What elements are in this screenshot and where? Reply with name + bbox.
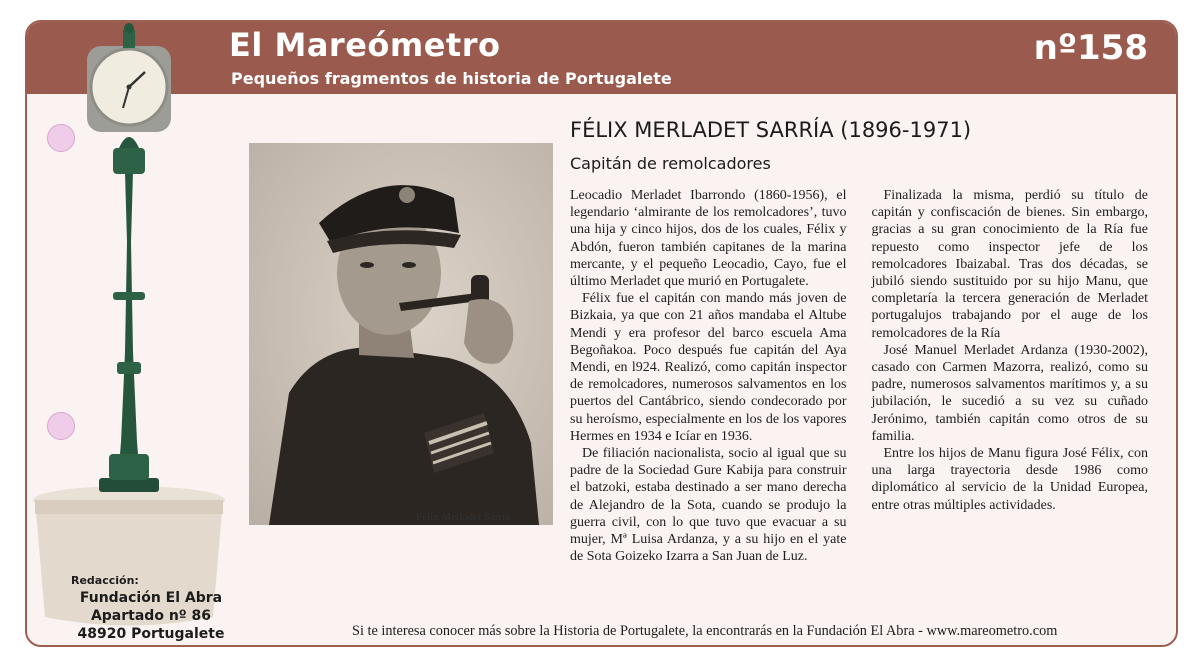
article-subtitle: Capitán de remolcadores (570, 154, 771, 173)
editorial-contact (71, 574, 231, 643)
photo-caption: Félix Merladet Sarría (416, 511, 511, 523)
contact-line-3: 48920 Portugalete (77, 626, 225, 642)
article-title: FÉLIX MERLADET SARRÍA (1896-1971) (570, 118, 972, 142)
article-paragraph: Félix fue el capitán con mando más joven de Bizkaia, ya que con 21 años mandaba el Altube Mendi y era profesor del barco escuela Ama Begoñakoa. Poco después fue capitán del Aya Mendi, en l924. Realizó, como capitán inspector de remolcadores, numerosos salvamentos en los puertos del Cantábrico, siendo condecorado por su heroísmo, especialmente en los de los vapores Hermes en 1934 e Icíar en 1936. (570, 291, 847, 444)
article-paragraph: Entre los hijos de Manu figura José Félix, con una larga trayectoria desde 1986 como diplomático al servicio de la Unidad Europea, entre otras múltiples actividades. (871, 446, 1148, 513)
portrait-photo (249, 143, 553, 525)
article-paragraph: Leocadio Merladet Ibarrondo (1860-1956), el legendario ‘almirante de los remolcadores’, tuvo una hija y cinco hijos, dos de los cuales, Félix y Abdón, fueron también capitanes de la marina mercante, y el pequeño Leocadio, Cayo, fue el último Merladet que murió en Portugalete. (570, 188, 847, 290)
issue-number: nº158 (1033, 28, 1148, 68)
article-paragraph: José Manuel Merladet Ardanza (1930-2002), casado con Carmen Mazorra, realizó, como su padre, numerosos salvamentos marítimos y, a su jubilación, le sucedió a su vez su cuñado Jerónimo, también capitán como otros de su familia. (871, 342, 1148, 444)
footer-note: Si te interesa conocer más sobre la Historia de Portugalete, la encontrarás en la Fundación El Abra - www.mareometro.com (352, 623, 1058, 639)
pillar-shaft (117, 172, 141, 490)
article-body (570, 187, 1148, 567)
contact-line-1: Fundación El Abra (79, 590, 223, 606)
clock-pillar-illustration (27, 22, 267, 647)
newsletter-subtitle: Pequeños fragmentos de historia de Portugalete (231, 69, 672, 88)
contact-line-2: Apartado nº 86 (90, 608, 212, 624)
newsletter-card (25, 20, 1178, 647)
article-paragraph: De filiación nacionalista, socio al igual que su padre de la Sociedad Gure Kabija para construir el batzoki, estaba destinado a ser mano derecha de Alejandro de la Sota, cuando se produjo la guerra civil, con lo que tuvo que evacuar a su mujer, Mª Luisa Ardanza, y a su hijo en el yate de Sota Goizeko Izarra a San Juan de Luz. (570, 446, 847, 565)
newsletter-title: El Mareómetro (229, 26, 501, 64)
redaccion-label: Redacción: (71, 574, 139, 587)
article-paragraph: Finalizada la misma, perdió su título de capitán y confiscación de bienes. Sin embargo, gracias a su gran conocimiento de la Ría fue repuesto como inspector jefe de los remolcadores Ibaizabal. Tras dos décadas, se jubiló siendo sustituido por su hijo Manu, que completaría la tercera generación de Merladet portugalujos trabajando por el auge de los remolcadores de la Ría (871, 188, 1148, 341)
